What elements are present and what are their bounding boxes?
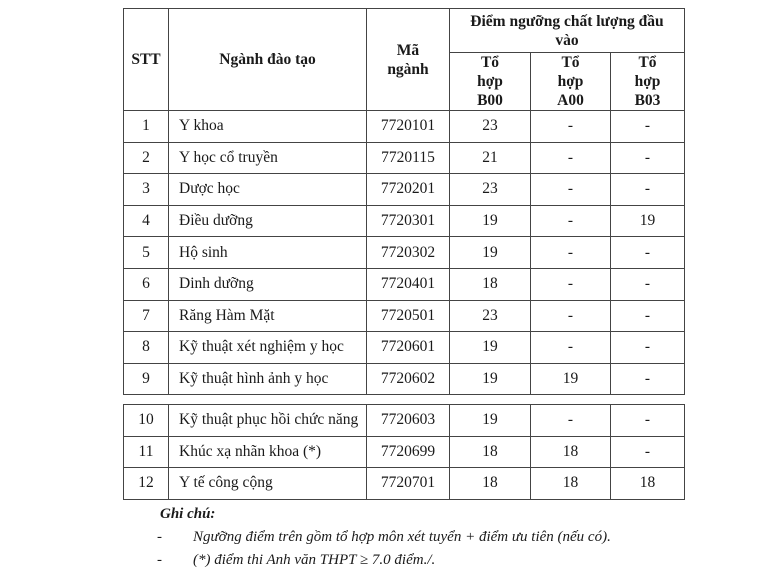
header-b03: Tổ hợp B03 bbox=[611, 53, 685, 111]
b03-cell: - bbox=[611, 332, 685, 364]
major-cell: Kỹ thuật xét nghiệm y học bbox=[169, 332, 367, 364]
major-cell: Y khoa bbox=[169, 111, 367, 143]
header-code: Mã ngành bbox=[367, 9, 450, 111]
code-cell: 7720501 bbox=[367, 300, 450, 332]
b00-cell: 23 bbox=[450, 111, 531, 143]
b00-cell: 18 bbox=[450, 436, 531, 468]
code-cell: 7720701 bbox=[367, 468, 450, 500]
code-cell: 7720602 bbox=[367, 363, 450, 395]
code-cell: 7720401 bbox=[367, 268, 450, 300]
table-row bbox=[124, 142, 685, 174]
table-row bbox=[124, 436, 685, 468]
code-cell: 7720601 bbox=[367, 332, 450, 364]
note-text: Ngưỡng điểm trên gồm tổ hợp môn xét tuyển + điểm ưu tiên (nếu có). bbox=[193, 529, 611, 545]
stt-cell: 10 bbox=[124, 405, 169, 437]
a00-cell: - bbox=[531, 237, 611, 269]
a00-cell: - bbox=[531, 268, 611, 300]
notes-title: Ghi chú: bbox=[160, 506, 216, 522]
b03-cell: 18 bbox=[611, 468, 685, 500]
stt-cell: 12 bbox=[124, 468, 169, 500]
a00-cell: 18 bbox=[531, 436, 611, 468]
stt-cell: 5 bbox=[124, 237, 169, 269]
major-cell: Y tế công cộng bbox=[169, 468, 367, 500]
header-a00: Tổ hợp A00 bbox=[531, 53, 611, 111]
a00-cell: - bbox=[531, 300, 611, 332]
major-cell: Dinh dưỡng bbox=[169, 268, 367, 300]
b03-cell: - bbox=[611, 111, 685, 143]
b00-cell: 19 bbox=[450, 237, 531, 269]
code-cell: 7720302 bbox=[367, 237, 450, 269]
b03-cell: - bbox=[611, 268, 685, 300]
stt-cell: 7 bbox=[124, 300, 169, 332]
stt-cell: 6 bbox=[124, 268, 169, 300]
a00-cell: - bbox=[531, 205, 611, 237]
table-row bbox=[124, 405, 685, 437]
b00-cell: 19 bbox=[450, 405, 531, 437]
a00-cell: 19 bbox=[531, 363, 611, 395]
a00-cell: - bbox=[531, 111, 611, 143]
major-cell: Y học cổ truyền bbox=[169, 142, 367, 174]
header-b00: Tổ hợp B00 bbox=[450, 53, 531, 111]
code-cell: 7720115 bbox=[367, 142, 450, 174]
major-cell: Hộ sinh bbox=[169, 237, 367, 269]
header-major: Ngành đào tạo bbox=[169, 9, 367, 111]
table-row bbox=[124, 468, 685, 500]
code-cell: 7720699 bbox=[367, 436, 450, 468]
b03-cell: 19 bbox=[611, 205, 685, 237]
major-cell: Kỹ thuật hình ảnh y học bbox=[169, 363, 367, 395]
code-cell: 7720603 bbox=[367, 405, 450, 437]
table-row bbox=[124, 363, 685, 395]
b00-cell: 19 bbox=[450, 363, 531, 395]
stt-cell: 11 bbox=[124, 436, 169, 468]
threshold-table-part-1 bbox=[123, 8, 685, 395]
bullet-dash: - bbox=[157, 529, 162, 545]
b00-cell: 23 bbox=[450, 300, 531, 332]
stt-cell: 4 bbox=[124, 205, 169, 237]
stt-cell: 3 bbox=[124, 174, 169, 206]
a00-cell: - bbox=[531, 405, 611, 437]
a00-cell: - bbox=[531, 332, 611, 364]
table-row bbox=[124, 300, 685, 332]
major-cell: Khúc xạ nhãn khoa (*) bbox=[169, 436, 367, 468]
major-cell: Dược học bbox=[169, 174, 367, 206]
b00-cell: 23 bbox=[450, 174, 531, 206]
b03-cell: - bbox=[611, 237, 685, 269]
a00-cell: - bbox=[531, 142, 611, 174]
stt-cell: 2 bbox=[124, 142, 169, 174]
stt-cell: 8 bbox=[124, 332, 169, 364]
stt-cell: 9 bbox=[124, 363, 169, 395]
major-cell: Điều dưỡng bbox=[169, 205, 367, 237]
table-row bbox=[124, 111, 685, 143]
a00-cell: 18 bbox=[531, 468, 611, 500]
threshold-table-part-2 bbox=[123, 404, 685, 500]
table-row bbox=[124, 268, 685, 300]
b00-cell: 19 bbox=[450, 332, 531, 364]
note-text: (*) điểm thi Anh văn THPT ≥ 7.0 điểm./. bbox=[193, 552, 436, 568]
major-cell: Kỹ thuật phục hồi chức năng bbox=[169, 405, 367, 437]
note-item bbox=[157, 549, 611, 572]
b00-cell: 19 bbox=[450, 205, 531, 237]
table-row bbox=[124, 237, 685, 269]
b03-cell: - bbox=[611, 405, 685, 437]
b03-cell: - bbox=[611, 142, 685, 174]
code-cell: 7720101 bbox=[367, 111, 450, 143]
b00-cell: 18 bbox=[450, 468, 531, 500]
notes bbox=[157, 503, 611, 572]
code-cell: 7720201 bbox=[367, 174, 450, 206]
header-stt: STT bbox=[124, 9, 169, 111]
major-cell: Răng Hàm Mặt bbox=[169, 300, 367, 332]
stt-cell: 1 bbox=[124, 111, 169, 143]
code-cell: 7720301 bbox=[367, 205, 450, 237]
b03-cell: - bbox=[611, 174, 685, 206]
header-threshold: Điểm ngưỡng chất lượng đầu vào bbox=[450, 9, 685, 53]
table-row bbox=[124, 174, 685, 206]
b00-cell: 21 bbox=[450, 142, 531, 174]
b00-cell: 18 bbox=[450, 268, 531, 300]
note-item bbox=[157, 526, 611, 549]
b03-cell: - bbox=[611, 363, 685, 395]
table-row bbox=[124, 332, 685, 364]
bullet-dash: - bbox=[157, 552, 162, 568]
b03-cell: - bbox=[611, 300, 685, 332]
table-row bbox=[124, 205, 685, 237]
a00-cell: - bbox=[531, 174, 611, 206]
b03-cell: - bbox=[611, 436, 685, 468]
